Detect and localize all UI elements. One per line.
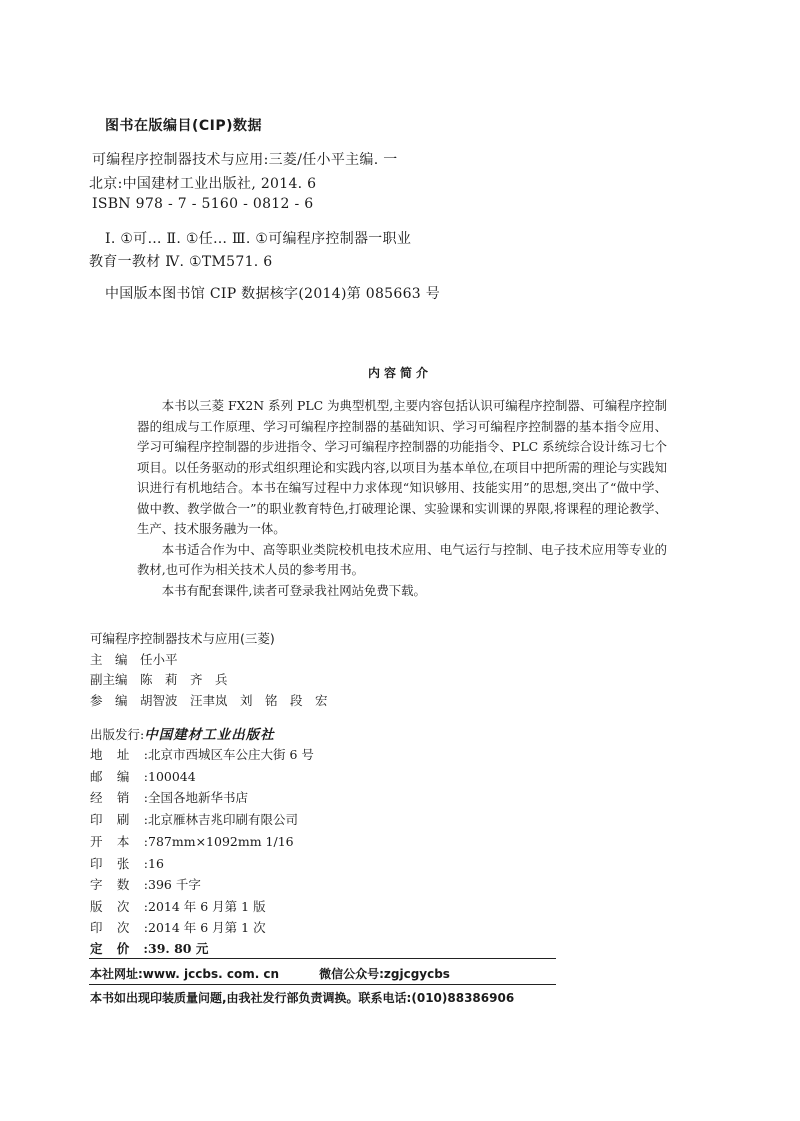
sheets-value: 16 [148, 856, 164, 871]
address-value: 北京市西城区车公庄大街 6 号 [148, 747, 314, 762]
sheets-label: 印张: [90, 856, 148, 871]
cip-record-number: 中国版本图书馆 CIP 数据核字(2014)第 085663 号 [105, 286, 441, 302]
cip-classification-2: 教育一教材 Ⅳ. ①TM571. 6 [89, 254, 273, 270]
price-value: 39. 80 元 [148, 941, 209, 956]
printing-value: 2014 年 6 月第 1 次 [148, 920, 266, 935]
distributor-label: 经销: [90, 790, 148, 805]
summary-body [137, 396, 667, 601]
publisher-printer [90, 810, 298, 828]
printing-label: 印次: [90, 920, 148, 935]
publisher-address [90, 745, 314, 763]
credit-deputy-label: 副主编 [90, 672, 128, 687]
postcode-label: 邮编: [90, 769, 148, 784]
printer-label: 印刷: [90, 812, 148, 827]
credit-editor-name: 任小平 [140, 652, 178, 667]
publisher-postcode [90, 767, 196, 785]
cip-isbn: ISBN 978 - 7 - 5160 - 0812 - 6 [92, 196, 314, 212]
summary-title: 内容简介 [367, 366, 432, 380]
credit-contrib-label: 参 编 [90, 693, 128, 708]
distributor-value: 全国各地新华书店 [148, 790, 249, 805]
publisher-issuer-label: 出版发行: [90, 727, 145, 742]
cip-line-2: 北京:中国建材工业出版社, 2014. 6 [89, 176, 317, 192]
publisher-price [90, 939, 208, 957]
cip-classification-1: Ⅰ. ①可… Ⅱ. ①任… Ⅲ. ①可编程序控制器一职业 [105, 231, 412, 247]
cip-heading: 图书在版编目(CIP)数据 [105, 118, 263, 134]
credit-editor-label: 主 编 [90, 652, 128, 667]
publisher-edition [90, 897, 266, 915]
credit-contrib-names: 胡智波 汪聿岚 刘 铭 段 宏 [140, 693, 328, 708]
credit-editor [90, 650, 178, 668]
edition-value: 2014 年 6 月第 1 版 [148, 899, 266, 914]
book-title: 可编程序控制器技术与应用(三菱) [90, 631, 275, 646]
divider-middle [89, 984, 556, 985]
website-text: 本社网址:www. jccbs. com. cn [90, 967, 280, 981]
publisher-issuer [90, 723, 275, 743]
publisher-logo: 中国建材工业出版社 [144, 727, 275, 743]
edition-label: 版次: [90, 899, 148, 914]
wordcount-label: 字数: [90, 877, 148, 892]
wordcount-value: 396 千字 [148, 877, 201, 892]
address-label: 地址: [90, 747, 148, 762]
summary-paragraph-1: 本书以三菱 FX2N 系列 PLC 为典型机型,主要内容包括认识可编程序控制器、可编程序控制器的组成与工作原理、学习可编程序控制器的基础知识、学习可编程序控制器的基本指令应用、学习可编程序控制器的步进指令、学习可编程序控制器的功能指令、PLC 系统综合设计练习七个项目。以任务驱动的形式组织理论和实践内容,以项目为基本单位,在项目中把所需的理论与实践知识进行有机地结合。本书在编写过程中力求体现“知识够用、技能实用”的思想,突出了“做中学、做中教、教学做合一”的职业教育特色,打破理论课、实验课和实训课的界限,将课程的理论教学、生产、技术服务融为一体。 [137, 398, 667, 536]
publisher-format [90, 832, 294, 850]
printer-value: 北京雁林吉兆印刷有限公司 [148, 812, 299, 827]
divider-top [89, 958, 556, 959]
cip-line-1: 可编程序控制器技术与应用:三菱/任小平主编. 一 [92, 152, 398, 168]
publisher-printing [90, 918, 266, 936]
format-label: 开本: [90, 834, 148, 849]
format-value: 787mm×1092mm 1/16 [148, 834, 294, 849]
wechat-text: 微信公众号:zgjcgycbs [319, 967, 450, 981]
summary-paragraph-3: 本书有配套课件,读者可登录我社网站免费下载。 [161, 582, 426, 598]
footer-notice: 本书如出现印装质量问题,由我社发行部负责调换。联系电话:(010)88386906 [90, 991, 515, 1005]
credit-deputy-names: 陈 莉 齐 兵 [140, 672, 228, 687]
credit-contributors [90, 691, 328, 709]
publisher-sheets [90, 854, 164, 872]
credit-deputy [90, 670, 228, 688]
postcode-value: 100044 [148, 769, 196, 784]
summary-paragraph-2: 本书适合作为中、高等职业类院校机电技术应用、电气运行与控制、电子技术应用等专业的教材,也可作为相关技术人员的参考用书。 [137, 541, 667, 577]
price-label: 定价: [90, 941, 148, 956]
publisher-distributor [90, 788, 248, 806]
footer-website [90, 965, 450, 982]
publisher-wordcount [90, 875, 201, 893]
